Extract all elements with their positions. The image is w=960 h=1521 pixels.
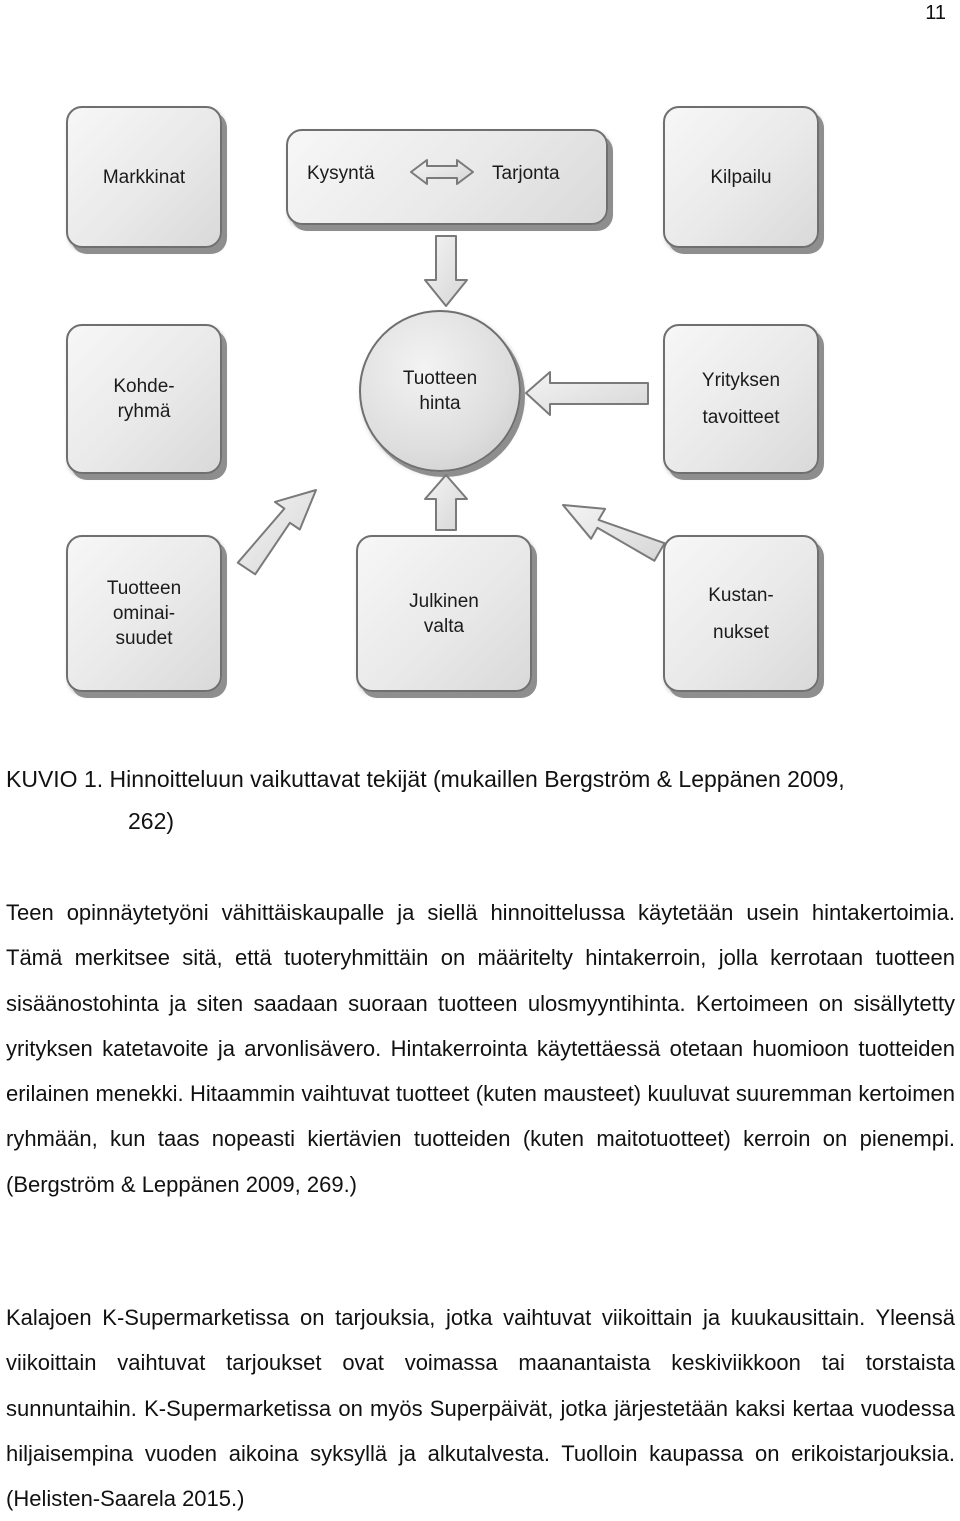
label-kustannukset: Kustan- nukset [708, 584, 774, 643]
caption-line-2: 262) [128, 808, 175, 834]
arrow-left-icon [526, 372, 648, 415]
figure-caption [6, 758, 956, 842]
label-yrityksen-tavoitteet: Yrityksen tavoitteet [701, 370, 781, 428]
label-kohderyhma: Kohde- ryhmä [113, 376, 175, 422]
arrow-diagonal-up-left-icon [563, 505, 665, 561]
label-julkinen-valta: Julkinen valta [409, 590, 479, 637]
arrow-down-icon [425, 236, 467, 306]
page-number: 11 [925, 2, 946, 24]
label-tuotteen-hinta: Tuotteen hinta [402, 368, 478, 414]
label-kysynta: Kysyntä [307, 163, 375, 184]
arrow-up-icon [425, 475, 467, 530]
diagram-arrows [0, 0, 960, 710]
arrow-diagonal-up-right-icon [238, 490, 316, 574]
caption-line-1: KUVIO 1. Hinnoitteluun vaikuttavat tekijät (mukaillen Bergström & Leppänen 2009, [6, 766, 845, 792]
label-markkinat: Markkinat [102, 166, 186, 188]
pricing-factors-diagram [0, 0, 960, 710]
label-kilpailu: Kilpailu [710, 166, 772, 188]
paragraph-hintakerroin: Teen opinnäytetyöni vähittäiskaupalle ja siellä hinnoittelussa käytetään usein hintakertoimia. Tämä merkitsee sitä, että tuoteryhmittäin on määritelty hintakerroin, jolla kerrotaan tuotteen sisäänostohinta ja siten saadaan suoraan tuotteen ulosmyyntihinta. Kertoimeen on sisällytetty yrityksen katetavoite ja arvonlisävero. Hintakerrointa käytettäessä otetaan huomioon tuotteiden erilainen menekki. Hitaammin vaihtuvat tuotteet (kuten mausteet) kuuluvat suuremman kertoimen ryhmään, kun taas nopeasti kiertävien tuotteiden (kuten maitotuotteet) kerroin on pienempi. (Bergström & Leppänen 2009, 269.) [6, 900, 955, 1197]
paragraph-tarjoukset: Kalajoen K-Supermarketissa on tarjouksia, jotka vaihtuvat viikoittain ja kuukausittain. Yleensä viikoittain vaihtuvat tarjoukset ovat voimassa maanantaista keskiviikkoon tai torstaista sunnuntaihin. K-Supermarketissa on myös Superpäivät, jotka järjestetään kaksi kertaa vuodessa hiljaisempina vuoden aikoina syksyllä ja alkutalvesta. Tuolloin kaupassa on erikoistarjouksia. (Helisten-Saarela 2015.) [6, 1305, 955, 1512]
label-tuotteen-ominaisuudet: Tuotteen ominai- suudet [106, 578, 182, 649]
double-arrow-icon [411, 160, 473, 184]
label-tarjonta: Tarjonta [492, 163, 560, 184]
